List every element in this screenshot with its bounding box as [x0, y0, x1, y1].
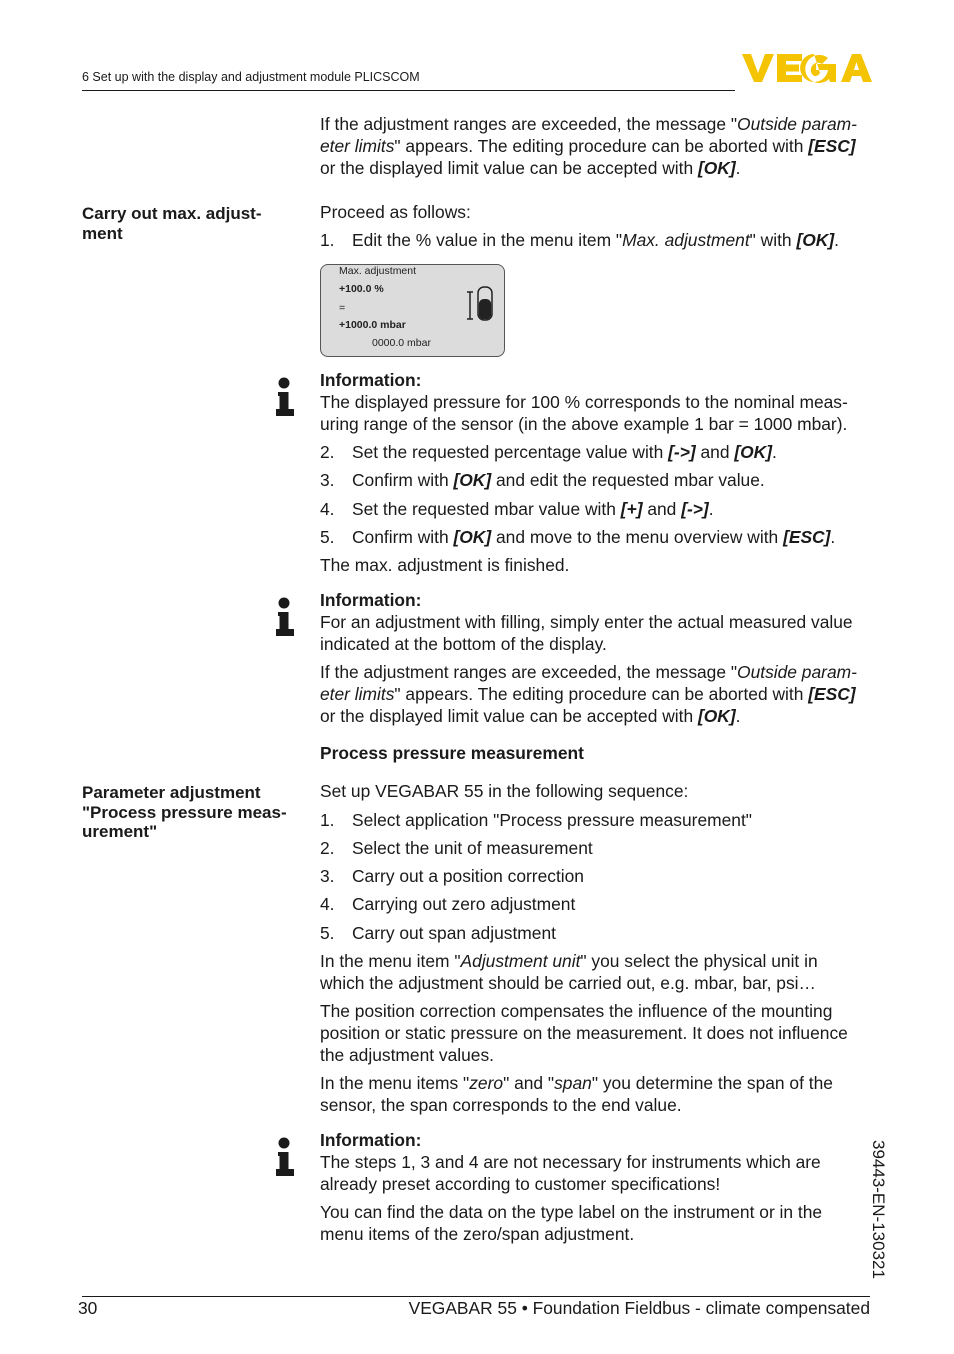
- lcd-actual: 0000.0 mbar: [372, 337, 431, 349]
- heading-process-pressure: Process pressure measurement: [320, 743, 584, 763]
- vega-logo: [742, 52, 872, 89]
- info-block-2: Information: For an adjustment with filling, simply enter the actual measured value indicated at the bottom of the display.: [320, 590, 853, 654]
- footer-title: VEGABAR 55 • Foundation Fieldbus - climate compensated: [408, 1298, 870, 1318]
- info-icon: [276, 1137, 294, 1177]
- step-3: 3. Confirm with [OK] and edit the requested mbar value.: [320, 470, 765, 490]
- lcd-mbar: +1000.0 mbar: [339, 319, 406, 331]
- step-edit-percent: 1. Edit the % value in the menu item "Max. adjustment" with [OK].: [320, 230, 839, 250]
- proceed-text: Proceed as follows:: [320, 202, 471, 222]
- paragraph-adjustment-unit: In the menu item "Adjustment unit" you select the physical unit in which the adjustment should be carried out, e.g. mbar, bar, psi…: [320, 951, 818, 993]
- lcd-title: Max. adjustment: [339, 265, 417, 277]
- list-item: 2. Select the unit of measurement: [320, 838, 593, 858]
- step-4: 4. Set the requested mbar value with [+] and [->].: [320, 499, 714, 519]
- step-5: 5. Confirm with [OK] and move to the menu overview with [ESC].: [320, 527, 836, 547]
- paragraph-type-label: You can find the data on the type label on the instrument or in the menu items of the zero/span adjustment.: [320, 1202, 823, 1244]
- finished-text: The max. adjustment is finished.: [320, 555, 570, 575]
- list-item: 1. Select application "Process pressure measurement": [320, 810, 752, 830]
- side-heading-max-adjustment: Carry out max. adjust- ment: [82, 204, 262, 243]
- header-rule: [82, 90, 735, 91]
- paragraph-position-correction: The position correction compensates the influence of the mounting position or static pressure on the measurement. It does not influence the adjustment values.: [320, 1001, 848, 1065]
- info-block-3: Information: The steps 1, 3 and 4 are not necessary for instruments which are already preset according to customer specifications!: [320, 1130, 821, 1194]
- footer-rule: [82, 1296, 870, 1297]
- paragraph-zero-span: In the menu items "zero" and "span" you determine the span of the sensor, the span corresponds to the end value.: [320, 1073, 833, 1115]
- paragraph-limits-1: If the adjustment ranges are exceeded, the message "Outside param- eter limits" appears. The editing procedure can be aborted with [ESC] or the displayed limit value can be accepted with [OK].: [320, 114, 857, 178]
- paragraph-limits-2: If the adjustment ranges are exceeded, the message "Outside param- eter limits" appears. The editing procedure can be aborted with [ESC] or the displayed limit value can be accepted with [OK].: [320, 662, 857, 726]
- sequence-intro: Set up VEGABAR 55 in the following sequence:: [320, 781, 689, 801]
- lcd-percent: +100.0 %: [339, 283, 384, 295]
- tank-icon: [467, 286, 495, 322]
- list-item: 3. Carry out a position correction: [320, 866, 584, 886]
- info-icon: [276, 377, 294, 417]
- info-block-1: Information: The displayed pressure for 100 % corresponds to the nominal meas- uring range of the sensor (in the above example 1 bar = 1000 mbar).: [320, 370, 848, 434]
- list-item: 4. Carrying out zero adjustment: [320, 894, 576, 914]
- running-header: 6 Set up with the display and adjustment module PLICSCOM: [82, 70, 420, 84]
- lcd-equals: =: [339, 302, 346, 314]
- lcd-display: [320, 264, 505, 357]
- list-item: 5. Carry out span adjustment: [320, 923, 556, 943]
- page-number: 30: [78, 1298, 98, 1318]
- step-2: 2. Set the requested percentage value with [->] and [OK].: [320, 442, 777, 462]
- info-icon: [276, 597, 294, 637]
- document-code: 39443-EN-130321: [869, 1140, 888, 1279]
- side-heading-parameter-adjustment: Parameter adjustment "Process pressure meas- urement": [82, 783, 287, 841]
